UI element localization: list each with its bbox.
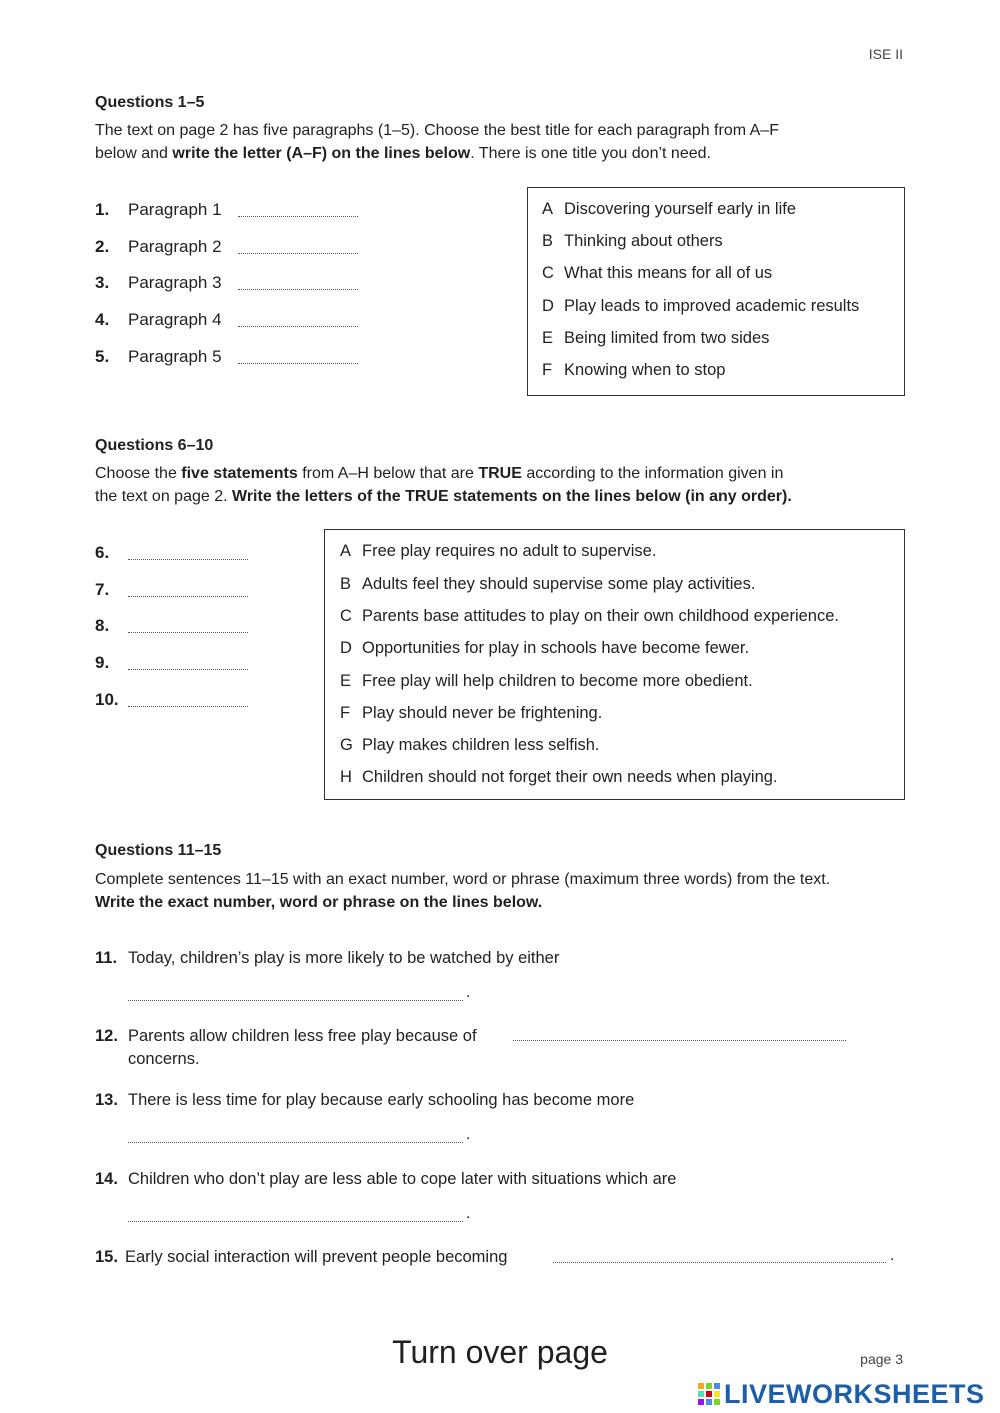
section-3-instr-line-2: Write the exact number, word or phrase on the lines below. (95, 894, 543, 911)
section-2-instr-line-2: the text on page 2. Write the letters of the TRUE statements on the lines below (in any order). (95, 488, 792, 505)
question-4: 4. Paragraph 4 (95, 310, 222, 329)
turn-over-page: Turn over page (392, 1334, 608, 1370)
title-option-a: A Discovering yourself early in life (542, 200, 797, 218)
section-2-instr-line-1: Choose the five statements from A–H below that are TRUE according to the information given in (95, 465, 784, 482)
exam-code: ISE II (868, 46, 903, 62)
question-8: 8. (95, 616, 110, 635)
sentence-12: 12. Parents allow children less free play because of (95, 1027, 477, 1045)
title-option-b: B Thinking about others (542, 232, 723, 250)
answer-line-8[interactable] (128, 618, 248, 633)
sentence-11: 11. Today, children’s play is more likely to be watched by either (95, 949, 560, 967)
statements-box (324, 529, 905, 800)
liveworksheets-logo (697, 1379, 985, 1410)
statement-d: D Opportunities for play in schools have become fewer. (340, 639, 750, 657)
statement-a: A Free play requires no adult to supervise. (340, 542, 657, 560)
statement-e: E Free play will help children to become more obedient. (340, 672, 753, 690)
section-3-instr-line-1: Complete sentences 11–15 with an exact number, word or phrase (maximum three words) from the text. (95, 871, 831, 888)
answer-line-10[interactable] (128, 692, 248, 707)
page-number: page 3 (860, 1351, 903, 1367)
answer-line-12[interactable] (513, 1040, 846, 1041)
answer-line-15[interactable] (553, 1262, 886, 1263)
title-option-e: E Being limited from two sides (542, 329, 770, 347)
sentence-14: 14. Children who don’t play are less able to cope later with situations which are (95, 1170, 677, 1188)
period-11: . (466, 984, 471, 1001)
question-7: 7. (95, 580, 110, 599)
answer-line-13[interactable] (128, 1142, 463, 1143)
section-1-instructions (95, 119, 915, 165)
answer-line-11[interactable] (128, 1000, 463, 1001)
answer-line-4[interactable] (238, 312, 358, 327)
title-option-c: C What this means for all of us (542, 264, 773, 282)
question-1: 1. Paragraph 1 (95, 200, 222, 219)
answer-line-2[interactable] (238, 239, 358, 254)
answer-line-3[interactable] (238, 275, 358, 290)
statement-b: B Adults feel they should supervise some play activities. (340, 575, 756, 593)
answer-line-14[interactable] (128, 1221, 463, 1222)
question-6: 6. (95, 543, 110, 562)
sentence-15: 15. Early social interaction will prevent people becoming (95, 1248, 508, 1266)
question-3: 3. Paragraph 3 (95, 273, 222, 292)
answer-line-5[interactable] (238, 349, 358, 364)
section-1-instr-line-1: The text on page 2 has five paragraphs (1–5). Choose the best title for each paragraph from A–F (95, 122, 779, 139)
period-14: . (466, 1205, 471, 1222)
period-15: . (890, 1247, 895, 1264)
question-10: 10. (95, 690, 119, 709)
section-1-instr-line-2: below and write the letter (A–F) on the lines below. There is one title you don’t need. (95, 145, 711, 162)
sentence-12-cont: concerns. (128, 1050, 200, 1068)
statement-h: H Children should not forget their own needs when playing. (340, 768, 778, 786)
sentence-13: 13. There is less time for play because early schooling has become more (95, 1091, 635, 1109)
title-option-f: F Knowing when to stop (542, 361, 726, 379)
section-1-title: Questions 1–5 (95, 94, 205, 111)
answer-line-6[interactable] (128, 545, 248, 560)
answer-line-9[interactable] (128, 655, 248, 670)
liveworksheets-wordmark: LIVEWORKSHEETS (724, 1379, 985, 1409)
question-2: 2. Paragraph 2 (95, 237, 222, 256)
section-3-instructions (95, 868, 925, 914)
section-2-instructions (95, 462, 915, 508)
statement-g: G Play makes children less selfish. (340, 736, 600, 754)
section-3-title: Questions 11–15 (95, 842, 222, 859)
title-option-d: D Play leads to improved academic results (542, 297, 860, 315)
statement-c: C Parents base attitudes to play on their own childhood experience. (340, 607, 839, 625)
liveworksheets-icon (697, 1382, 721, 1406)
question-9: 9. (95, 653, 110, 672)
question-5: 5. Paragraph 5 (95, 347, 222, 366)
statement-f: F Play should never be frightening. (340, 704, 603, 722)
period-13: . (466, 1126, 471, 1143)
answer-line-1[interactable] (238, 202, 358, 217)
section-2-title: Questions 6–10 (95, 437, 214, 454)
answer-line-7[interactable] (128, 582, 248, 597)
